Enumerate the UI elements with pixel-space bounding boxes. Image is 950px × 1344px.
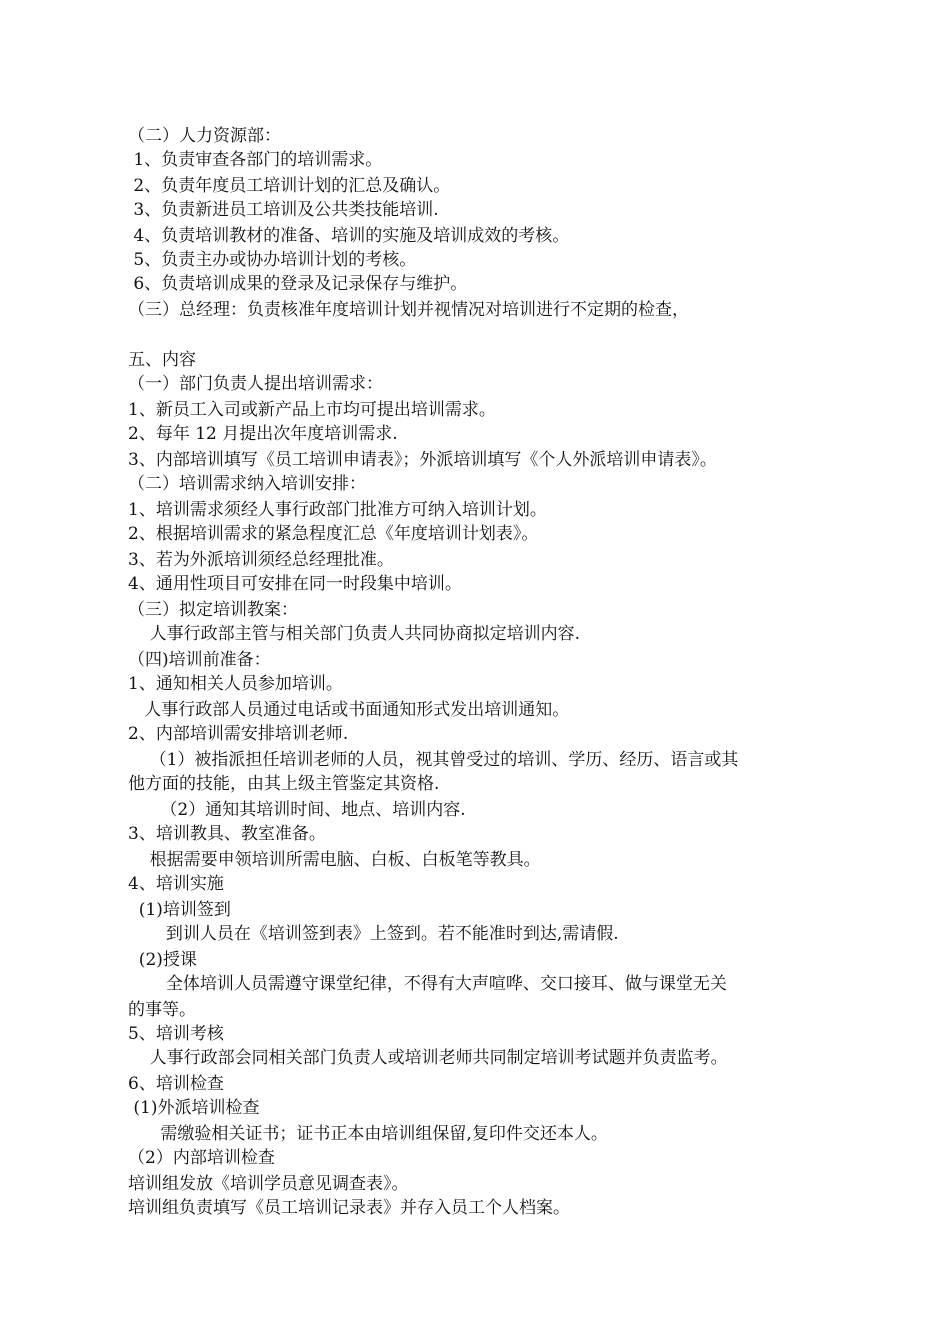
text-line: （三）总经理：负责核准年度培训计划并视情况对培训进行不定期的检查， (128, 300, 689, 320)
text-line: 到训人员在《培训签到表》上签到。若不能准时到达,需请假. (128, 924, 619, 944)
text-line: 6、负责培训成果的登录及记录保存与维护。 (128, 274, 468, 294)
text-line: 人事行政部主管与相关部门负责人共同协商拟定培训内容. (128, 624, 581, 644)
text-line: （2）通知其培训时间、地点、培训内容. (128, 800, 466, 820)
text-line: 2、根据培训需求的紧急程度汇总《年度培训计划表》。 (128, 524, 539, 544)
text-line: 5、培训考核 (128, 1024, 224, 1044)
text-line: 1、培训需求须经人事行政部门批准方可纳入培训计划。 (128, 500, 547, 520)
text-line: 1、新员工入司或新产品上市均可提出培训需求。 (128, 400, 496, 420)
text-line: 全体培训人员需遵守课堂纪律，不得有大声喧哗、交口接耳、做与课堂无关 (128, 974, 727, 994)
text-line: 2、每年 12 月提出次年度培训需求. (128, 424, 398, 444)
section-heading: 五、内容 (128, 350, 196, 370)
text-line: 3、培训教具、教室准备。 (128, 824, 326, 844)
text-line: 2、负责年度员工培训计划的汇总及确认。 (128, 176, 451, 196)
text-line: 人事行政部人员通过电话或书面通知形式发出培训通知。 (128, 700, 570, 720)
text-line: 根据需要申领培训所需电脑、白板、白板笔等教具。 (128, 850, 541, 870)
text-line: 1、通知相关人员参加培训。 (128, 674, 343, 694)
text-line: (1)外派培训检查 (128, 1098, 260, 1118)
text-line: 2、内部培训需安排培训老师. (128, 724, 349, 744)
text-line: 4、培训实施 (128, 874, 224, 894)
text-line: （1）被指派担任培训老师的人员，视其曾受过的培训、学历、经历、语言或其 (128, 750, 739, 770)
text-line: 6、培训检查 (128, 1074, 224, 1094)
text-line: （三）拟定培训教案： (128, 600, 298, 620)
text-line: 培训组负责填写《员工培训记录表》并存入员工个人档案。 (128, 1198, 570, 1218)
text-line: 5、负责主办或协办培训计划的考核。 (128, 250, 417, 270)
text-line: 需缴验相关证书；证书正本由培训组保留,复印件交还本人。 (128, 1124, 608, 1144)
text-line: (2)授课 (128, 950, 197, 970)
text-line: 3、负责新进员工培训及公共类技能培训. (128, 200, 439, 220)
text-line: 人事行政部会同相关部门负责人或培训老师共同制定培训考试题并负责监考。 (128, 1048, 728, 1068)
text-line: （一）部门负责人提出培训需求： (128, 374, 383, 394)
text-line: （四)培训前准备： (128, 650, 271, 670)
text-line: 他方面的技能，由其上级主管鉴定其资格. (128, 774, 440, 794)
text-line: （2）内部培训检查 (128, 1148, 275, 1168)
text-line: （二）人力资源部： (128, 126, 281, 146)
text-line: 3、内部培训填写《员工培训申请表》；外派培训填写《个人外派培训申请表》。 (128, 450, 717, 470)
text-line: 培训组发放《培训学员意见调查表》。 (128, 1174, 409, 1194)
text-line: 的事等。 (128, 1000, 196, 1020)
text-line: （二）培训需求纳入培训安排： (128, 474, 366, 494)
text-line: 1、负责审查各部门的培训需求。 (128, 150, 383, 170)
text-line: 4、负责培训教材的准备、培训的实施及培训成效的考核。 (128, 226, 570, 246)
text-line: (1)培训签到 (128, 900, 231, 920)
text-line: 3、若为外派培训须经总经理批准。 (128, 550, 394, 570)
text-line: 4、通用性项目可安排在同一时段集中培训。 (128, 574, 462, 594)
